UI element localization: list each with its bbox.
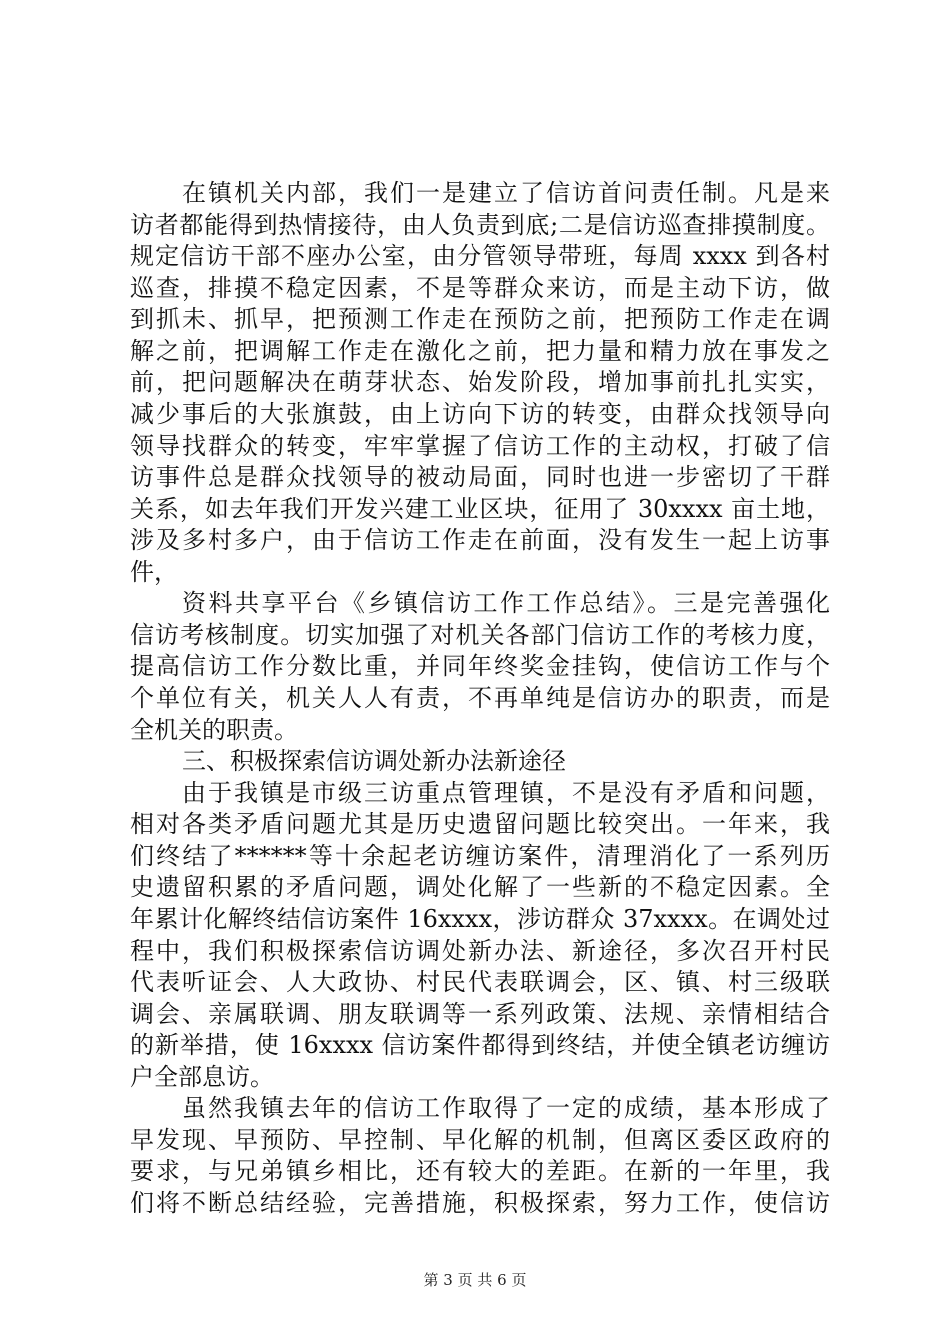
text-line: 领导找群众的转变，牢牢掌握了信访工作的主动权，打破了信 <box>130 431 830 460</box>
text-line: 解之前，把调解工作走在激化之前，把力量和精力放在事发之 <box>130 336 830 365</box>
text-line: 相对各类矛盾问题尤其是历史遗留问题比较突出。一年来，我 <box>130 810 830 839</box>
text-line: 户全部息访。 <box>130 1062 274 1091</box>
text-line: 代表听证会、人大政协、村民代表联调会，区、镇、村三级联 <box>130 968 830 997</box>
text-line: 访事件总是群众找领导的被动局面，同时也进一步密切了干群 <box>130 463 830 492</box>
page-footer: 第 3 页 共 6 页 <box>423 1271 527 1289</box>
text-line: 关系，如去年我们开发兴建工业区块，征用了 30xxxx 亩土地， <box>130 494 830 523</box>
text-line: 规定信访干部不座办公室，由分管领导带班，每周 xxxx 到各村 <box>130 242 830 271</box>
text-line: 提高信访工作分数比重，并同年终奖金挂钩，使信访工作与个 <box>130 652 830 681</box>
text-line: 要求，与兄弟镇乡相比，还有较大的差距。在新的一年里，我 <box>130 1157 830 1186</box>
text-line: 资料共享平台《乡镇信访工作工作总结》。三是完善强化 <box>182 589 830 618</box>
text-line: 虽然我镇去年的信访工作取得了一定的成绩，基本形成了 <box>182 1094 830 1123</box>
text-line: 个单位有关，机关人人有责，不再单纯是信访办的职责，而是 <box>130 684 830 712</box>
text-line: 早发现、早预防、早控制、早化解的机制，但离区委区政府的 <box>130 1125 830 1154</box>
text-line: 在镇机关内部，我们一是建立了信访首问责任制。凡是来 <box>182 179 830 207</box>
text-line: 们将不断总结经验，完善措施，积极探索，努力工作，使信访 <box>130 1189 830 1217</box>
section-heading: 三、积极探索信访调处新办法新途径 <box>182 747 566 776</box>
text-line: 件， <box>130 557 178 586</box>
text-line: 史遗留积累的矛盾问题，调处化解了一些新的不稳定因素。全 <box>130 873 830 902</box>
text-line: 们终结了******等十余起老访缠访案件，清理消化了一系列历 <box>130 841 830 870</box>
text-line: 涉及多村多户，由于信访工作走在前面，没有发生一起上访事 <box>130 526 830 555</box>
text-line: 信访考核制度。切实加强了对机关各部门信访工作的考核力度， <box>130 620 830 649</box>
text-line: 由于我镇是市级三访重点管理镇，不是没有矛盾和问题， <box>182 778 830 807</box>
text-line: 巡查，排摸不稳定因素，不是等群众来访，而是主动下访，做 <box>130 273 830 302</box>
text-line: 年累计化解终结信访案件 16xxxx，涉访群众 37xxxx。在调处过 <box>130 904 830 933</box>
text-line: 到抓未、抓早，把预测工作走在预防之前，把预防工作走在调 <box>130 305 830 334</box>
text-line: 程中，我们积极探索信访调处新办法、新途径，多次召开村民 <box>130 936 830 965</box>
text-line: 调会、亲属联调、朋友联调等一系列政策、法规、亲情相结合 <box>130 999 830 1028</box>
text-line: 前，把问题解决在萌芽状态、始发阶段，增加事前扎扎实实， <box>130 368 830 397</box>
text-line: 减少事后的大张旗鼓，由上访向下访的转变，由群众找领导向 <box>130 399 830 428</box>
text-line: 的新举措，使 16xxxx 信访案件都得到终结，并使全镇老访缠访 <box>130 1031 830 1060</box>
text-line: 访者都能得到热情接待，由人负责到底;二是信访巡查排摸制度。 <box>130 210 830 239</box>
text-line: 全机关的职责。 <box>130 715 298 744</box>
